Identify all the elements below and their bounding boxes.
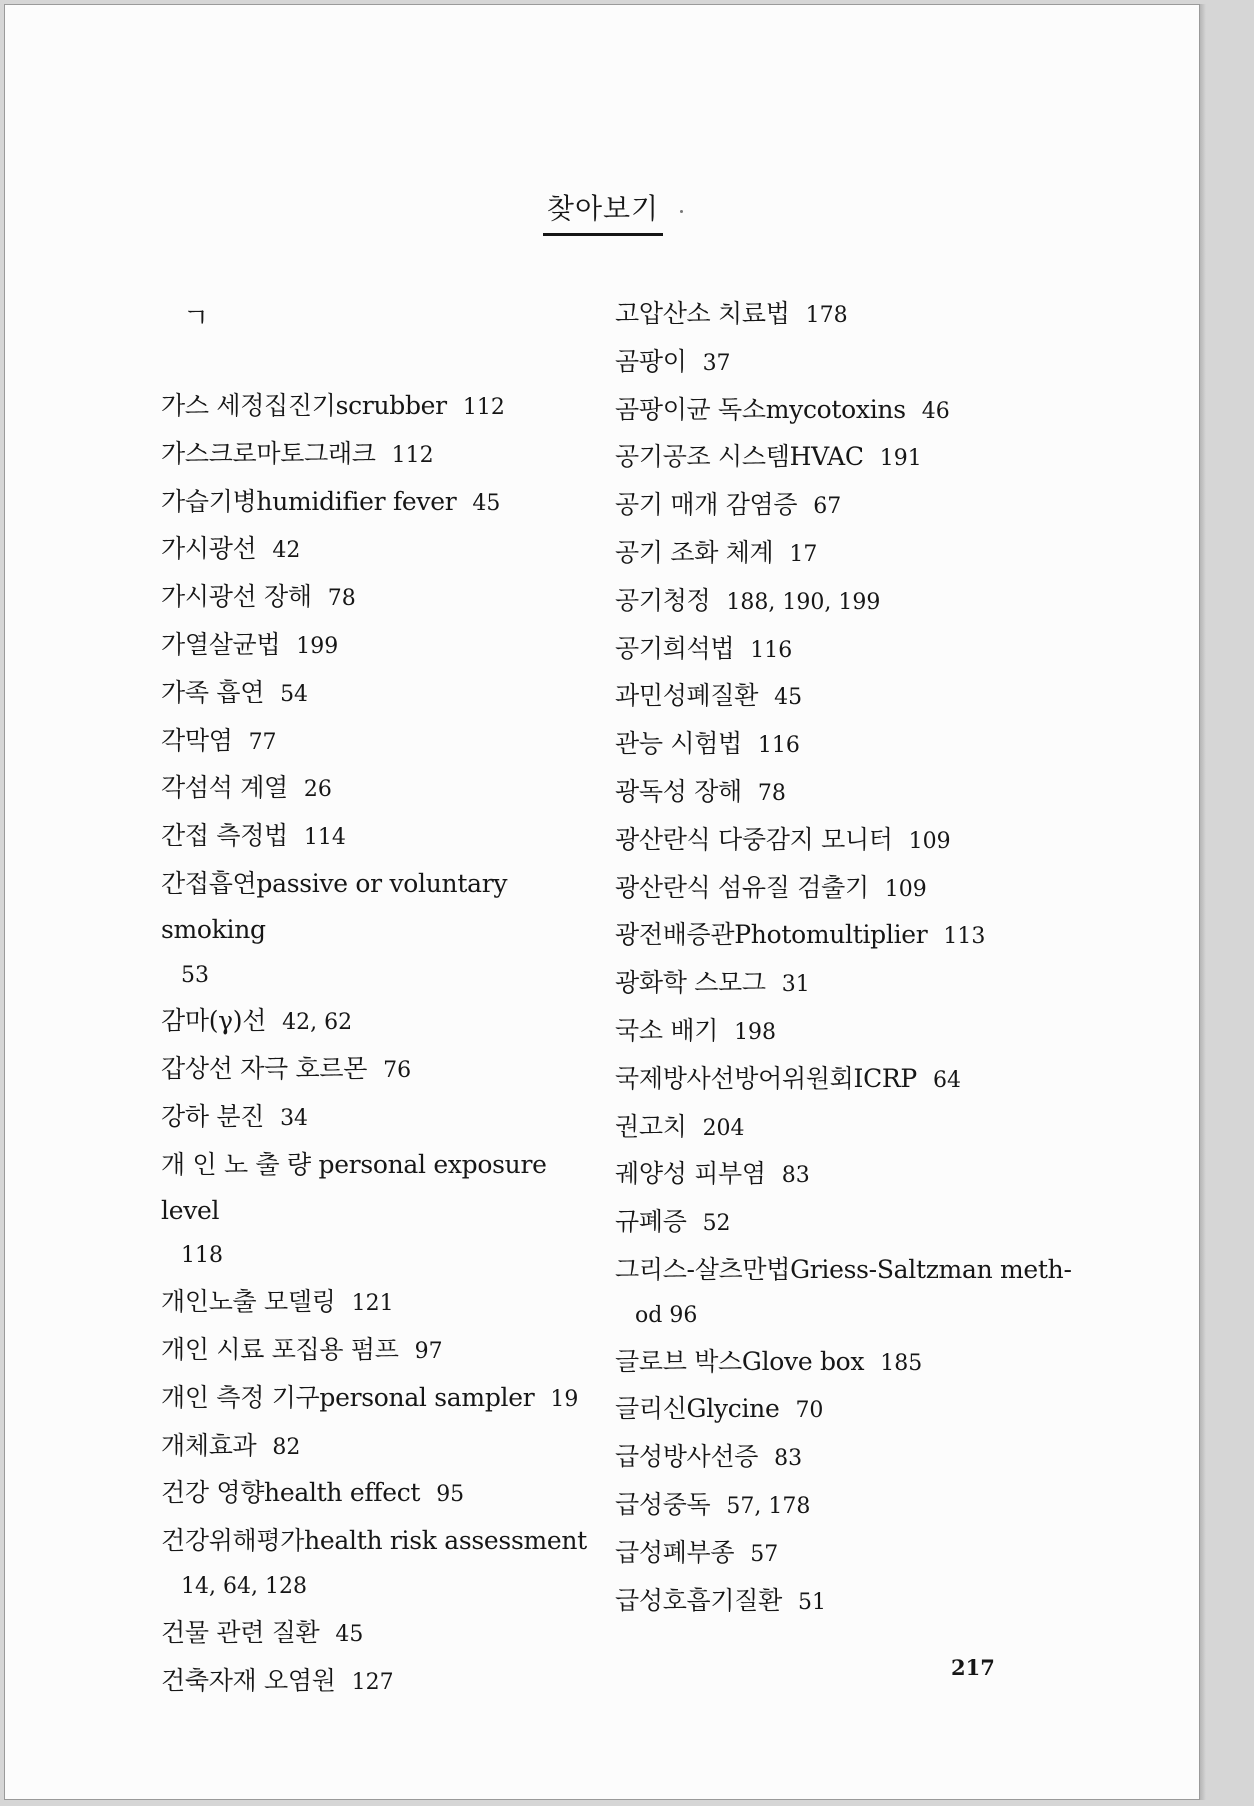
index-title [5, 187, 1201, 236]
index-page-refs: 83 [774, 1446, 803, 1472]
index-entry [615, 1339, 1075, 1387]
index-entry [615, 1199, 1075, 1247]
index-entry [161, 1279, 591, 1327]
index-term: 광산란식 다중감지 모니터 [615, 824, 893, 854]
index-entry [615, 1578, 1075, 1626]
index-entry [615, 626, 1075, 674]
index-page-refs: 26 [303, 777, 332, 803]
index-column-left [161, 383, 591, 1705]
index-term: 가습기병humidifier fever [161, 486, 457, 516]
index-page-refs: 76 [383, 1058, 412, 1084]
index-entry [615, 482, 1075, 530]
index-term: 가시광선 [161, 534, 257, 564]
index-term: 급성중독 [615, 1489, 711, 1519]
index-page-refs: 114 [303, 825, 346, 851]
index-entry [615, 530, 1075, 578]
index-entry [161, 1327, 591, 1375]
index-term: 간접흡연passive or voluntary smoking [161, 868, 508, 944]
index-term: 과민성폐질환 [615, 681, 759, 711]
index-page-refs: 64 [932, 1067, 961, 1093]
index-entry [161, 718, 591, 766]
section-letter: ㄱ [183, 303, 210, 334]
index-page-refs: 109 [884, 876, 927, 902]
index-term: 글리신Glycine [615, 1394, 780, 1424]
index-entry [161, 574, 591, 622]
index-entry [615, 291, 1075, 339]
index-page-refs: 45 [472, 490, 501, 516]
index-term: 고압산소 치료법 [615, 299, 790, 328]
index-term: 개 인 노 출 량 personal exposure level [161, 1149, 547, 1225]
index-entry [615, 1056, 1075, 1104]
speck-mark [680, 210, 683, 213]
index-term: 광산란식 섬유질 검출기 [615, 872, 869, 902]
index-column-right [615, 291, 1075, 1625]
index-page-refs: 112 [391, 442, 434, 468]
index-page-refs: 51 [797, 1589, 826, 1615]
index-term: 권고치 [615, 1111, 687, 1141]
index-entry [161, 1094, 591, 1142]
index-page-refs: 83 [781, 1163, 810, 1189]
index-entry [161, 1142, 591, 1279]
index-entry [615, 912, 1075, 960]
index-page-refs: 116 [750, 637, 793, 663]
index-entry [615, 769, 1075, 817]
index-page-refs: 199 [296, 633, 339, 659]
index-page-refs: 109 [908, 828, 951, 854]
index-term: 건강위해평가health risk assessment [161, 1526, 587, 1556]
index-entry [161, 1046, 591, 1094]
index-entry [161, 526, 591, 574]
index-page-refs: 31 [781, 972, 810, 998]
index-page-refs: 37 [702, 350, 731, 376]
index-page-refs: 77 [248, 729, 277, 755]
index-page-refs: 82 [272, 1434, 301, 1460]
index-term: 각막염 [161, 725, 233, 755]
index-entry [615, 1247, 1075, 1339]
index-page-refs: 57, 178 [726, 1493, 811, 1519]
index-entry [615, 1151, 1075, 1199]
index-term: 공기희석법 [615, 633, 735, 663]
index-entry [615, 1530, 1075, 1578]
page-shadow [1200, 4, 1206, 1800]
index-term: 개인노출 모델링 [161, 1287, 336, 1317]
index-term: 가족 흡연 [161, 677, 265, 707]
index-entry [615, 1008, 1075, 1056]
index-entry [161, 1423, 591, 1471]
index-term: 각섬석 계열 [161, 773, 288, 803]
index-page-refs: 204 [702, 1115, 745, 1141]
index-term: 광독성 장해 [615, 776, 742, 806]
index-term: 간접 측정법 [161, 821, 288, 851]
index-term: 개인 측정 기구personal sampler [161, 1382, 535, 1412]
index-page-refs: 178 [805, 303, 848, 328]
index-term: 국소 배기 [615, 1015, 719, 1045]
index-term: 공기 조화 체계 [615, 537, 774, 567]
index-entry [161, 1375, 591, 1423]
index-term: 가시광선 장해 [161, 582, 312, 612]
index-page-refs: 185 [880, 1350, 923, 1376]
index-page-refs: 78 [327, 586, 356, 612]
index-term: 광전배증관Photomultiplier [615, 920, 928, 950]
index-term: 관능 시험법 [615, 729, 742, 759]
index-page-refs: 95 [436, 1482, 465, 1508]
index-continuation: 14, 64, 128 [181, 1573, 307, 1599]
index-page-refs: 42 [272, 538, 301, 564]
index-term: 가스 세정집진기scrubber [161, 391, 447, 420]
index-entry [161, 765, 591, 813]
index-entry [161, 1470, 591, 1518]
index-page-refs: 17 [789, 541, 818, 567]
index-page-refs: 42, 62 [282, 1010, 353, 1036]
index-term: 곰팡이 [615, 346, 687, 376]
index-term: 규폐증 [615, 1207, 687, 1237]
index-entry [161, 431, 591, 479]
index-entry [161, 670, 591, 718]
index-page-refs: 52 [702, 1211, 731, 1237]
index-entry [615, 1386, 1075, 1434]
index-page-refs: 54 [280, 681, 309, 707]
index-page-refs: 116 [757, 733, 800, 759]
index-page-refs: 191 [879, 446, 922, 472]
index-term: 곰팡이균 독소mycotoxins [615, 394, 906, 424]
index-entry [161, 813, 591, 861]
index-term: 건강 영향health effect [161, 1478, 421, 1508]
index-entry [615, 578, 1075, 626]
index-entry [161, 1610, 591, 1658]
index-term: 급성방사선증 [615, 1442, 759, 1472]
index-page-refs: 70 [795, 1398, 824, 1424]
index-entry [161, 998, 591, 1046]
index-term: 감마(γ)선 [161, 1006, 267, 1036]
index-term: 공기 매개 감염증 [615, 490, 798, 520]
index-term: 건축자재 오염원 [161, 1665, 336, 1695]
index-entry [615, 1104, 1075, 1152]
index-term: 강하 분진 [161, 1101, 265, 1131]
index-entry [615, 387, 1075, 435]
index-entry [161, 1518, 591, 1610]
index-entry [615, 1482, 1075, 1530]
index-entry [615, 960, 1075, 1008]
index-term: 가스크로마토그래크 [161, 438, 376, 468]
index-entry [615, 1434, 1075, 1482]
index-term: 그리스-살츠만법Griess-Saltzman meth- [615, 1254, 1072, 1284]
index-term: 글로브 박스Glove box [615, 1346, 865, 1376]
index-entry [615, 817, 1075, 865]
index-entry [615, 339, 1075, 387]
index-page-refs: 67 [813, 494, 842, 520]
index-continuation: od 96 [635, 1302, 698, 1328]
index-term: 건물 관련 질환 [161, 1617, 320, 1647]
index-term: 급성폐부종 [615, 1537, 735, 1567]
index-page-refs: 45 [335, 1621, 364, 1647]
index-page-refs: 121 [351, 1291, 394, 1317]
index-entry [615, 673, 1075, 721]
index-continuation: 118 [181, 1243, 223, 1269]
index-term: 가열살균법 [161, 629, 281, 659]
index-page-refs: 45 [774, 685, 803, 711]
index-term: 개체효과 [161, 1430, 257, 1460]
index-entry [161, 383, 591, 431]
index-page-refs: 34 [280, 1105, 309, 1131]
index-page-refs: 57 [750, 1541, 779, 1567]
index-continuation: 53 [181, 962, 209, 988]
index-page-refs: 188, 190, 199 [726, 589, 881, 615]
index-page-refs: 97 [414, 1338, 443, 1364]
index-page-refs: 113 [943, 924, 986, 950]
index-entry [161, 622, 591, 670]
book-page [4, 4, 1200, 1800]
index-term: 공기청정 [615, 585, 711, 615]
index-title-text: 찾아보기 [543, 187, 663, 236]
index-term: 갑상선 자극 호르몬 [161, 1054, 368, 1084]
index-entry [615, 721, 1075, 769]
index-term: 광화학 스모그 [615, 968, 766, 998]
index-page-refs: 127 [351, 1669, 394, 1695]
index-page-refs: 112 [462, 395, 505, 420]
index-page-refs: 19 [550, 1386, 579, 1412]
index-entry [161, 1658, 591, 1706]
index-term: 공기공조 시스템HVAC [615, 442, 864, 472]
index-page-refs: 78 [757, 780, 786, 806]
index-entry [615, 434, 1075, 482]
index-page-refs: 46 [921, 398, 950, 424]
index-page-refs: 198 [734, 1019, 777, 1045]
page-number: 217 [951, 1655, 995, 1680]
index-term: 국제방사선방어위원회ICRP [615, 1063, 917, 1093]
index-term: 개인 시료 포집용 펌프 [161, 1334, 399, 1364]
index-entry [615, 865, 1075, 913]
index-term: 급성호흡기질환 [615, 1585, 782, 1615]
index-term: 궤양성 피부염 [615, 1159, 766, 1189]
index-entry [161, 861, 591, 998]
index-entry [161, 479, 591, 527]
